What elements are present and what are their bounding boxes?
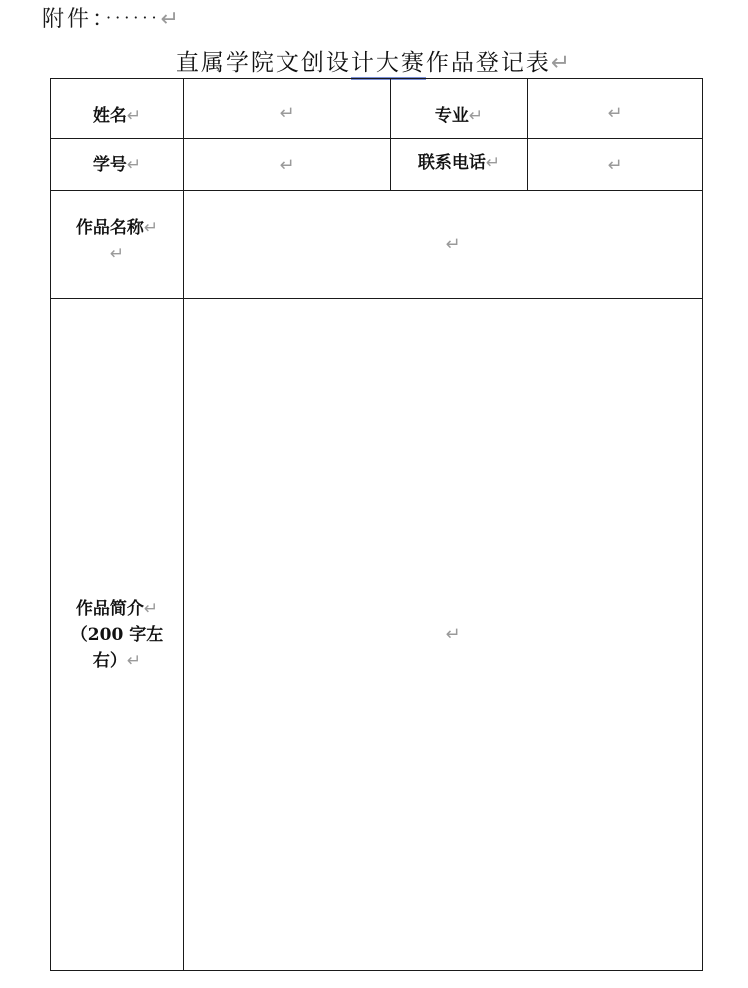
major-value-cell[interactable] [528,79,702,147]
attachment-line [42,2,182,33]
intro-label-line-1: 作品简介 [75,598,144,619]
paragraph-mark: ↵ [279,102,295,124]
paragraph-mark: ↵ [445,234,461,255]
paragraph-mark: ↵ [143,218,159,238]
paragraph-mark: ↵ [126,106,142,126]
paragraph-mark: ↵ [607,102,623,124]
phone-value-cell[interactable] [528,139,702,191]
title-part-1: 直属学院文创设 [175,50,351,76]
paragraph-mark: ↵ [279,154,295,176]
paragraph-mark: ↵ [607,154,623,176]
student-id-label-cell [51,139,183,191]
title-underlined-part: 计大赛 [351,50,426,80]
paragraph-mark: ↵ [468,106,484,126]
paragraph-mark: ↵ [126,650,142,671]
intro-label-line-2: （200 字左 [70,624,164,645]
student-id-value-cell[interactable] [184,139,390,191]
phone-label: 联系电话 [417,153,486,173]
paragraph-mark: ↵ [445,624,461,645]
intro-label-cell [51,299,183,970]
major-label: 专业 [434,106,469,126]
work-name-value-cell[interactable] [184,191,702,298]
form-title [0,44,748,77]
paragraph-mark: ↵ [126,155,142,175]
paragraph-mark: ↵ [160,7,182,32]
phone-label-cell [391,139,527,187]
name-label: 姓名 [92,106,127,126]
attachment-dots: ······ [106,8,161,27]
paragraph-mark: ↵ [109,244,125,264]
title-part-2: 作品登记表 [425,50,551,76]
paragraph-mark: ↵ [550,50,573,76]
paragraph-mark: ↵ [143,598,159,619]
paragraph-mark: ↵ [485,153,501,173]
registration-table [50,78,703,971]
intro-value-cell[interactable] [184,299,702,970]
attachment-label: 附件： [42,7,107,32]
intro-label-line-3: 右） [92,650,127,671]
name-value-cell[interactable] [184,79,390,147]
work-name-label-cell [51,211,183,271]
student-id-label: 学号 [92,155,127,175]
work-name-label: 作品名称 [75,218,144,238]
